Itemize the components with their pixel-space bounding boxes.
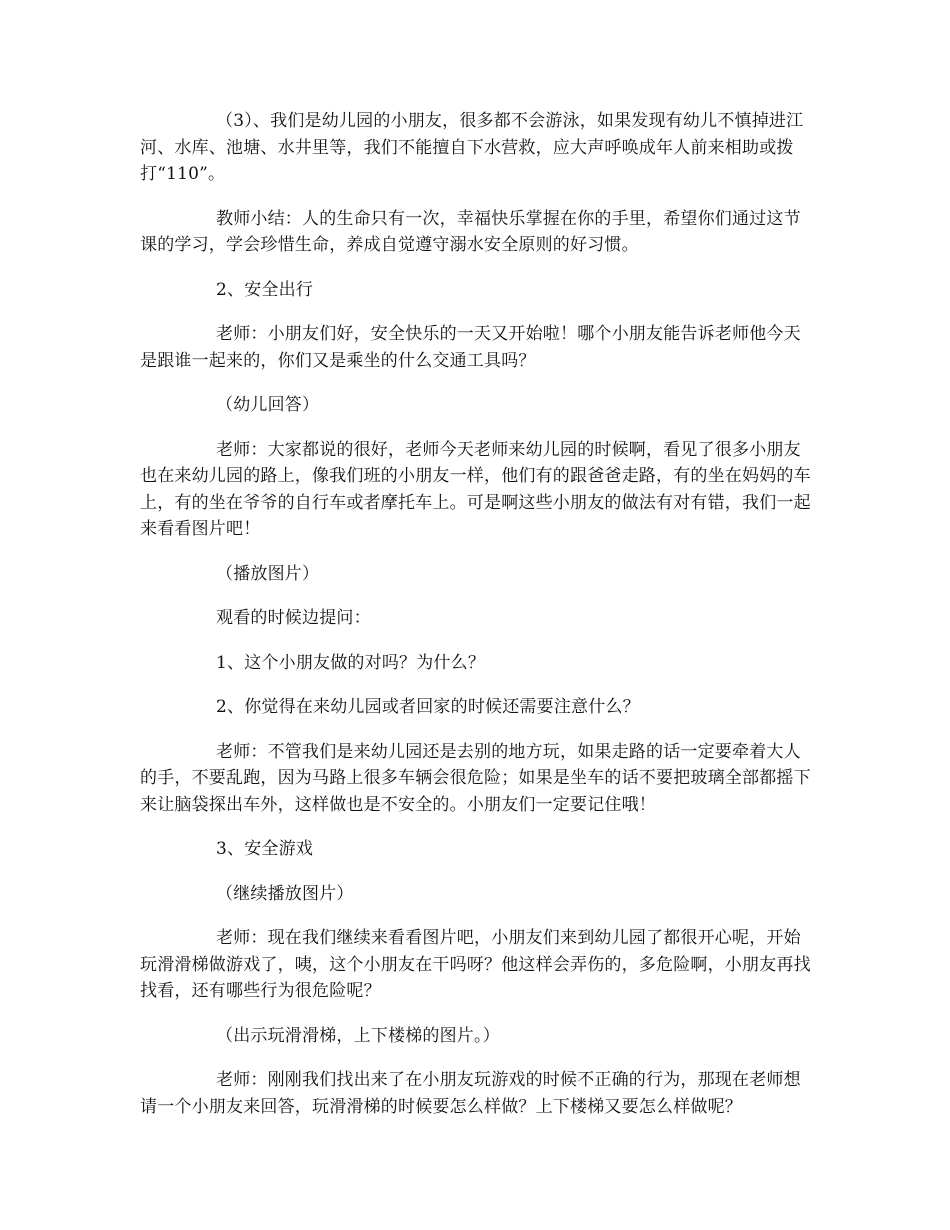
paragraph-teacher-summary: 教师小结：人的生命只有一次，幸福快乐掌握在你的手里，希望你们通过这节课的学习，学会珍惜生命，养成自觉遵守溺水安全原则的好习惯。 bbox=[140, 208, 801, 255]
paragraph-children-answer: （幼儿回答） bbox=[216, 395, 320, 415]
paragraph-watch-questions-intro: 观看的时候边提问： bbox=[216, 608, 371, 628]
section-heading-safe-games: 3、安全游戏 bbox=[216, 839, 314, 859]
paragraph-continue-pictures: （继续播放图片） bbox=[216, 883, 354, 904]
question-item-2: 2、你觉得在来幼儿园或者回家的时候还需要注意什么？ bbox=[216, 697, 640, 717]
section-heading-safe-travel: 2、安全出行 bbox=[216, 279, 314, 300]
paragraph-teacher-greeting: 老师：小朋友们好，安全快乐的一天又开始啦！哪个小朋友能告诉老师他今天是跟谁一起来的，你们又是乘坐的什么交通工具吗？ bbox=[140, 324, 801, 371]
paragraph-play-pictures: （播放图片） bbox=[216, 563, 320, 584]
paragraph-show-slide-stairs: （出示玩滑滑梯，上下楼梯的图片。） bbox=[216, 1025, 500, 1046]
paragraph-teacher-question: 老师：刚刚我们找出来了在小朋友玩游戏的时候不正确的行为，那现在老师想请一个小朋友来回答，玩滑滑梯的时候要怎么样做？上下楼梯又要怎么样做呢？ bbox=[140, 1070, 801, 1117]
question-item-1: 1、这个小朋友做的对吗？为什么？ bbox=[216, 652, 486, 673]
paragraph-drowning-rule-3: （3）、我们是幼儿园的小朋友，很多都不会游泳，如果发现有幼儿不慎掉进江河、水库、池塘、水井里等，我们不能擅自下水营救，应大声呼唤成年人前来相助或拨打“110”。 bbox=[140, 111, 804, 184]
paragraph-teacher-travel-advice: 老师：不管我们是来幼儿园还是去别的地方玩，如果走路的话一定要牵着大人的手，不要乱跑，因为马路上很多车辆会很危险；如果是坐车的话不要把玻璃全部都摇下来让脑袋探出车外，这样做也是不安全的。小朋友们一定要记住哦！ bbox=[140, 741, 811, 815]
paragraph-teacher-slide: 老师：现在我们继续来看看图片吧，小朋友们来到幼儿园了都很开心呢，开始玩滑滑梯做游戏了，咦，这个小朋友在干吗呀？他这样会弄伤的，多危险啊，小朋友再找找看，还有哪些行为很危险呢？ bbox=[140, 928, 811, 1001]
paragraph-teacher-observation: 老师：大家都说的很好，老师今天老师来幼儿园的时候啊，看见了很多小朋友也在来幼儿园的路上，像我们班的小朋友一样，他们有的跟爸爸走路，有的坐在妈妈的车上，有的坐在爷爷的自行车或者摩托车上。可是啊这些小朋友的做法有对有错，我们一起来看看图片吧！ bbox=[140, 439, 811, 539]
document-body bbox=[140, 108, 815, 1138]
